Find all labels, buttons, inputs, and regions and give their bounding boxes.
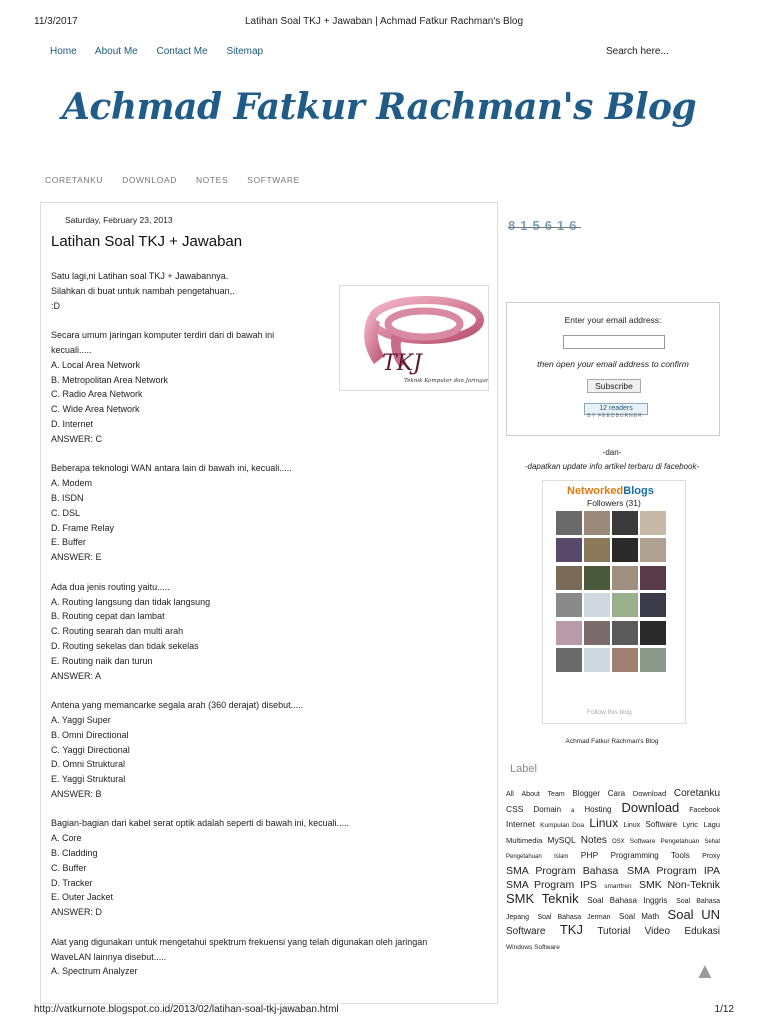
post-line: B. Cladding (51, 848, 98, 859)
feedburner-label: BY FEEDBURNER (587, 413, 643, 419)
nav-sitemap[interactable]: Sitemap (226, 46, 264, 57)
post-line: A. Spectrum Analyzer (51, 966, 138, 977)
post-line: Alat yang digunakan untuk mengetahui spektrum frekuensi yang telah digunakan oleh jaringan (51, 936, 428, 947)
follower-avatar[interactable] (556, 566, 582, 590)
follower-avatar[interactable] (612, 566, 638, 590)
post-line: ANSWER: D (51, 907, 103, 918)
label-link[interactable]: Pengetahuan (660, 837, 700, 845)
label-link[interactable]: Lagu (703, 820, 721, 830)
tkj-logo-image (339, 285, 489, 391)
follower-avatar[interactable] (556, 538, 582, 562)
nav-home[interactable]: Home (50, 46, 77, 57)
label-link[interactable]: Internet (506, 819, 535, 830)
followers-count: Followers (31) (587, 498, 641, 508)
cat-notes[interactable]: NOTES (195, 175, 229, 185)
post-line: C. Buffer (51, 862, 87, 873)
label-link[interactable]: CSS (506, 803, 524, 814)
follower-avatar[interactable] (584, 648, 610, 672)
networked-logo-text: Networked (567, 485, 624, 497)
label-link[interactable]: Multimedia (506, 835, 543, 845)
label-link[interactable]: Pengetahuan (506, 854, 542, 861)
follower-avatar[interactable] (612, 621, 638, 645)
label-link[interactable]: TKJ (559, 922, 583, 938)
follower-avatar[interactable] (584, 538, 610, 562)
print-page-title: Latihan Soal TKJ + Jawaban | Achmad Fatkur Rachman's Blog (244, 16, 524, 27)
post-blank-line (51, 683, 491, 698)
nav-contact-me[interactable]: Contact Me (156, 46, 208, 57)
post-line: A. Local Area Network (51, 359, 141, 370)
blog-title[interactable]: Achmad Fatkur Rachman's Blog (62, 86, 697, 128)
label-link[interactable]: smartfren (604, 882, 632, 890)
label-link[interactable]: Hosting (584, 804, 612, 814)
post-line: D. Internet (51, 418, 94, 429)
email-subscribe-box (506, 302, 720, 436)
svg-text:TKJ: TKJ (382, 351, 422, 376)
print-date: 11/3/2017 (34, 16, 78, 27)
follower-avatar[interactable] (584, 621, 610, 645)
post-line: E. Routing naik dan turun (51, 655, 153, 666)
label-link[interactable]: SMA Program Bahasa (506, 864, 619, 877)
label-link[interactable]: Video (644, 926, 671, 938)
visitor-counter: 815616 (508, 218, 582, 233)
label-link[interactable]: Domain (533, 804, 562, 814)
post-line: D. Tracker (51, 877, 93, 888)
post-line: :D (51, 300, 60, 311)
follower-avatar[interactable] (640, 538, 666, 562)
label-link[interactable]: Tools (671, 851, 690, 861)
label-link[interactable]: Windows Software (506, 943, 560, 951)
back-to-top-icon[interactable]: ▲ (694, 958, 716, 983)
follower-avatar[interactable] (612, 538, 638, 562)
label-link[interactable]: Sehat (704, 838, 720, 845)
label-link[interactable]: Islam (554, 854, 569, 861)
label-link[interactable]: Download (632, 789, 667, 798)
print-url: http://vatkurnote.blogspot.co.id/2013/02/latihan-soal-tkj-jawaban.html (34, 1004, 339, 1015)
post-line: ANSWER: B (51, 788, 102, 799)
post-line: E. Outer Jacket (51, 892, 114, 903)
follower-avatar[interactable] (584, 566, 610, 590)
post-blank-line (51, 447, 491, 462)
label-link[interactable]: Soal Bahasa Inggris (587, 896, 668, 906)
label-link[interactable]: Soal Bahasa Jerman (537, 913, 611, 921)
follower-avatar[interactable] (612, 648, 638, 672)
label-link[interactable]: Edukasi (684, 926, 720, 938)
follow-blog-link[interactable]: Follow this blog (587, 709, 632, 716)
post-line: A. Routing langsung dan tidak langsung (51, 596, 211, 607)
post-line: ANSWER: A (51, 670, 102, 681)
label-link[interactable]: Jepang (506, 913, 529, 921)
post-line: C. Routing searah dan multi arah (51, 626, 184, 637)
post-line: B. ISDN (51, 492, 84, 503)
post-line: Silahkan di buat untuk nambah pengetahuan,. (51, 285, 235, 296)
label-link[interactable]: Software (629, 837, 656, 845)
follower-avatar[interactable] (556, 621, 582, 645)
label-link[interactable]: Software (645, 820, 678, 830)
label-link[interactable]: Lyric (682, 820, 698, 830)
post-blank-line (51, 920, 491, 935)
label-link[interactable]: About (521, 791, 540, 798)
networkedblogs-caption: Achmad Fatkur Rachman's Blog (565, 738, 659, 745)
post-line: kecuali..... (51, 344, 92, 355)
post-line: Secara umum jaringan komputer terdiri dari di bawah ini (51, 330, 275, 341)
post-line: C. Wide Area Network (51, 404, 140, 415)
networkedblogs-logo[interactable] (567, 485, 654, 497)
post-container (40, 202, 498, 1004)
post-line: D. Omni Struktural (51, 759, 126, 770)
post-line: B. Metropolitan Area Network (51, 374, 169, 385)
label-link[interactable]: Linux (589, 816, 619, 831)
followers-grid (556, 511, 676, 675)
post-line: E. Yaggi Struktural (51, 774, 126, 785)
post-line: A. Core (51, 833, 82, 844)
follower-avatar[interactable] (584, 593, 610, 617)
post-line: C. DSL (51, 507, 81, 518)
dan-text: -dan- (602, 448, 622, 457)
label-heading: Label (510, 763, 537, 775)
post-line: C. Radio Area Network (51, 389, 143, 400)
label-link[interactable]: SMK Non-Teknik (638, 878, 720, 891)
follower-avatar[interactable] (556, 511, 582, 535)
label-link[interactable]: Linux (623, 822, 641, 830)
svg-text:Teknik Komputer dan Jaringan: Teknik Komputer dan Jaringan (404, 378, 488, 384)
label-link[interactable]: Programming (610, 851, 659, 861)
label-link[interactable]: Soal Math (619, 911, 660, 921)
top-nav (50, 46, 279, 57)
post-blank-line (51, 802, 491, 817)
post-line: B. Routing cepat dan lambat (51, 611, 165, 622)
cat-software[interactable]: SOFTWARE (247, 175, 300, 185)
post-line: Satu lagi,ni Latihan soal TKJ + Jawabannya. (51, 271, 229, 281)
subscribe-prompt: Enter your email address: (564, 315, 662, 325)
networkedblogs-widget (542, 480, 686, 724)
category-nav (45, 175, 316, 185)
label-link[interactable]: SMA Program IPA (627, 864, 721, 877)
label-link[interactable]: Kumpulan Doa (540, 822, 585, 830)
label-link[interactable]: Facebook (689, 806, 721, 814)
follower-avatar[interactable] (640, 511, 666, 535)
label-link[interactable]: SMA Program IPS (506, 878, 597, 891)
post-line: D. Routing sekelas dan tidak sekelas (51, 640, 199, 651)
readers-badge[interactable]: 12 readers (584, 403, 648, 415)
follower-avatar[interactable] (612, 593, 638, 617)
label-cloud (506, 786, 720, 955)
label-link[interactable]: PHP (580, 850, 599, 861)
label-link[interactable]: Blogger (572, 789, 600, 798)
label-link[interactable]: Soal UN (667, 906, 720, 922)
label-link[interactable]: Tutorial (597, 926, 631, 938)
follower-avatar[interactable] (556, 648, 582, 672)
post-line: Antena yang memancarke segala arah (360 derajat) disebut..... (51, 700, 304, 711)
follower-avatar[interactable] (640, 648, 666, 672)
post-line: Bagian-bagian dari kabel serat optik adalah seperti di bawah ini, kecuali..... (51, 818, 350, 829)
label-link[interactable]: Proxy (702, 853, 721, 861)
post-line: D. Frame Relay (51, 522, 115, 533)
post-line: ANSWER: C (51, 433, 103, 444)
label-link[interactable]: Soal Bahasa (676, 898, 721, 906)
label-link[interactable]: Software (506, 926, 546, 938)
post-line: ANSWER: E (51, 552, 102, 563)
label-link[interactable]: OSX (612, 838, 625, 845)
follower-avatar[interactable] (640, 566, 666, 590)
post-line: WaveLAN lainnya disebut..... (51, 951, 167, 962)
label-link[interactable]: a (571, 807, 575, 814)
post-line: A. Modem (51, 478, 93, 489)
search-input[interactable]: Search here... (606, 46, 669, 57)
post-title[interactable]: Latihan Soal TKJ + Jawaban (51, 233, 243, 250)
label-link[interactable]: Cara (607, 789, 626, 798)
facebook-update-text: -dapatkan update info artikel terbaru di facebook- (524, 462, 700, 471)
label-link[interactable]: Download (621, 799, 680, 815)
post-line: A. Yaggi Super (51, 714, 111, 725)
post-line: Beberapa teknologi WAN antara lain di bawah ini, kecuali..... (51, 463, 292, 474)
label-link[interactable]: SMK Teknik (506, 891, 579, 907)
label-link[interactable]: MySQL (547, 834, 576, 845)
follower-avatar[interactable] (612, 511, 638, 535)
label-link[interactable]: Coretanku (673, 788, 721, 799)
label-link[interactable]: Notes (580, 834, 607, 846)
post-blank-line (51, 565, 491, 580)
nav-about-me[interactable]: About Me (94, 46, 138, 57)
post-line: C. Yaggi Directional (51, 744, 130, 755)
subscribe-button[interactable]: Subscribe (587, 379, 641, 393)
label-link[interactable]: Team (547, 791, 565, 798)
follower-avatar[interactable] (640, 593, 666, 617)
post-line: Ada dua jenis routing yaitu..... (51, 581, 170, 592)
follower-avatar[interactable] (640, 621, 666, 645)
subscribe-confirm-text: then open your email address to confirm (537, 359, 689, 369)
post-date: Saturday, February 23, 2013 (65, 215, 173, 225)
follower-avatar[interactable] (556, 593, 582, 617)
follower-avatar[interactable] (584, 511, 610, 535)
blogs-logo-text: Blogs (623, 485, 654, 497)
post-line: E. Buffer (51, 537, 86, 548)
cat-coretanku[interactable]: CORETANKU (45, 175, 104, 185)
print-page-number: 1/12 (714, 1004, 734, 1015)
email-field[interactable] (563, 335, 665, 349)
label-link[interactable]: All (506, 791, 514, 798)
post-line: B. Omni Directional (51, 729, 129, 740)
cat-download[interactable]: DOWNLOAD (122, 175, 177, 185)
